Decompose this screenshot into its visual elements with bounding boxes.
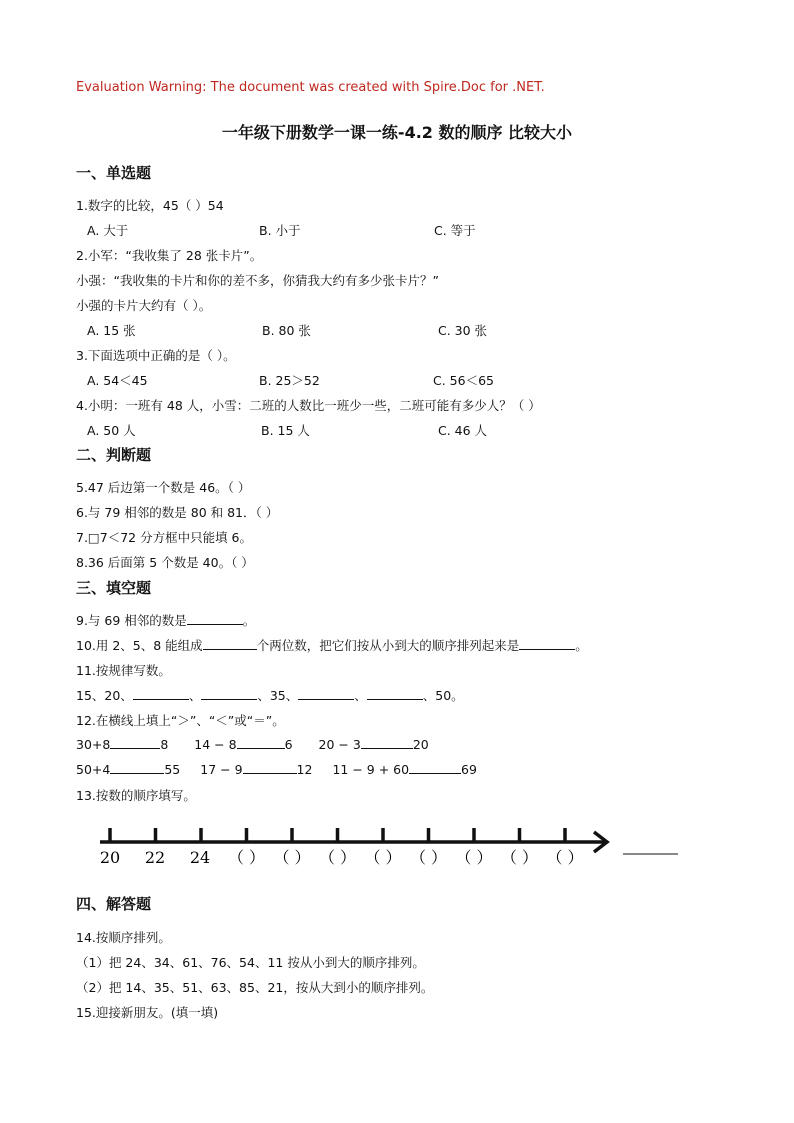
expr: 20 − 3 xyxy=(318,737,361,752)
answer-blank[interactable] xyxy=(298,687,354,700)
number-line-blank[interactable]: （ ） xyxy=(500,848,539,867)
expr: 50+4 xyxy=(76,762,111,777)
answer-blank[interactable] xyxy=(203,637,257,650)
compare-row-1 xyxy=(76,736,429,752)
question-10-text: 10.用 2、5、8 能组成 xyxy=(76,638,203,653)
separator: 、 xyxy=(354,688,367,703)
expr: 55 xyxy=(164,762,181,777)
number-line-label-24: 24 xyxy=(189,848,211,867)
question-14-part-1: （1）把 24、34、61、76、54、11 按从小到大的顺序排列。 xyxy=(76,955,425,970)
section-solve: 四、解答题 xyxy=(76,895,152,913)
question-9-text: 9.与 69 相邻的数是 xyxy=(76,613,187,628)
expr: 6 xyxy=(284,737,293,752)
question-4-option-b: B. 15 人 xyxy=(261,423,310,438)
question-11-sequence xyxy=(76,686,464,704)
question-14: 14.按顺序排列。 xyxy=(76,930,171,945)
expr: 20 xyxy=(412,737,429,752)
compare-row-2 xyxy=(76,761,477,777)
question-2-line-1: 2.小军：“我收集了 28 张卡片”。 xyxy=(76,248,263,263)
sequence-start: 15、20、 xyxy=(76,688,133,703)
question-15: 15.迎接新朋友。(填一填) xyxy=(76,1005,219,1020)
question-3-stem: 3.下面选项中正确的是（ ）。 xyxy=(76,348,236,363)
question-5: 5.47 后边第一个数是 46。（ ） xyxy=(76,480,251,495)
number-line-blanks xyxy=(228,848,584,867)
number-line-blank[interactable]: （ ） xyxy=(227,848,266,867)
question-6: 6.与 79 相邻的数是 80 和 81．（ ） xyxy=(76,505,279,520)
answer-blank[interactable] xyxy=(133,687,189,700)
question-12: 12.在横线上填上“＞”、“＜”或“＝”。 xyxy=(76,713,285,728)
question-2-line-2: 小强：“我收集的卡片和你的差不多，你猜我大约有多少张卡片？” xyxy=(76,273,439,288)
question-3-option-c: C. 56＜65 xyxy=(433,373,494,388)
expr: 11 − 9 + 60 xyxy=(332,762,410,777)
number-line-blank[interactable]: （ ） xyxy=(318,848,357,867)
answer-blank[interactable] xyxy=(409,761,461,774)
number-line-blank[interactable]: （ ） xyxy=(273,848,311,867)
separator: 、 xyxy=(188,688,202,703)
expr: 14 − 8 xyxy=(194,737,237,752)
expr: 69 xyxy=(461,762,477,777)
number-line-blank[interactable]: （ ） xyxy=(546,848,584,867)
question-10-end: 。 xyxy=(575,638,588,653)
question-2-option-c: C. 30 张 xyxy=(438,323,488,338)
answer-blank[interactable] xyxy=(201,687,257,700)
question-1-option-b: B. 小于 xyxy=(259,223,301,238)
question-8: 8.36 后面第 5 个数是 40。（ ） xyxy=(76,555,254,570)
section-fill-blank: 三、填空题 xyxy=(76,579,152,597)
sequence-mid: 、35、 xyxy=(257,688,299,703)
answer-blank[interactable] xyxy=(110,761,164,774)
answer-blank[interactable] xyxy=(237,736,285,749)
answer-blank[interactable] xyxy=(110,736,160,749)
number-line-label-20: 20 xyxy=(99,848,121,867)
question-7: 7.□7＜72 分方框中只能填 6。 xyxy=(76,530,252,545)
question-9 xyxy=(76,611,255,629)
number-line-label-22: 22 xyxy=(144,848,166,867)
answer-blank[interactable] xyxy=(361,736,413,749)
question-4-stem: 4.小明：一班有 48 人，小雪：二班的人数比一班少一些，二班可能有多少人？（ ） xyxy=(76,398,541,413)
question-10-text-mid: 个两位数，把它们按从小到大的顺序排列起来是 xyxy=(256,638,520,653)
number-line-blank[interactable]: （ ） xyxy=(409,848,448,867)
question-14-part-2: （2）把 14、35、51、63、85、21，按从大到小的顺序排列。 xyxy=(76,980,434,995)
expr: 12 xyxy=(296,762,313,777)
question-11: 11.按规律写数。 xyxy=(76,663,171,678)
question-2-option-a: A. 15 张 xyxy=(87,323,136,338)
answer-blank[interactable] xyxy=(243,761,297,774)
question-1-option-c: C. 等于 xyxy=(434,223,476,238)
question-3-option-b: B. 25＞52 xyxy=(259,373,320,388)
question-13: 13.按数的顺序填写。 xyxy=(76,788,196,803)
question-2-line-3: 小强的卡片大约有（ ）。 xyxy=(76,298,212,313)
number-line xyxy=(96,820,696,870)
question-1-stem: 1.数字的比较，45（ ）54 xyxy=(76,198,224,213)
number-line-blank[interactable]: （ ） xyxy=(455,848,493,867)
question-1-option-a: A. 大于 xyxy=(87,223,129,238)
number-line-ticks xyxy=(110,828,565,842)
number-line-blank[interactable]: （ ） xyxy=(364,848,402,867)
page-title: 一年级下册数学一课一练-4.2 数的顺序 比较大小 xyxy=(221,123,573,142)
expr: 17 − 9 xyxy=(200,762,243,777)
expr: 8 xyxy=(160,737,169,752)
question-2-option-b: B. 80 张 xyxy=(262,323,311,338)
section-true-false: 二、判断题 xyxy=(76,446,152,464)
question-4-option-c: C. 46 人 xyxy=(438,423,488,438)
question-4-option-a: A. 50 人 xyxy=(87,423,136,438)
evaluation-warning: Evaluation Warning: The document was created with Spire.Doc for .NET. xyxy=(76,80,545,95)
answer-blank[interactable] xyxy=(519,637,575,650)
answer-blank[interactable] xyxy=(187,612,243,625)
answer-blank[interactable] xyxy=(367,687,423,700)
question-3-option-a: A. 54＜45 xyxy=(87,373,148,388)
expr: 30+8 xyxy=(76,737,111,752)
question-10 xyxy=(76,636,588,654)
sequence-end: 、50。 xyxy=(422,688,464,703)
question-9-end: 。 xyxy=(242,613,256,628)
section-single-choice: 一、单选题 xyxy=(76,164,152,182)
